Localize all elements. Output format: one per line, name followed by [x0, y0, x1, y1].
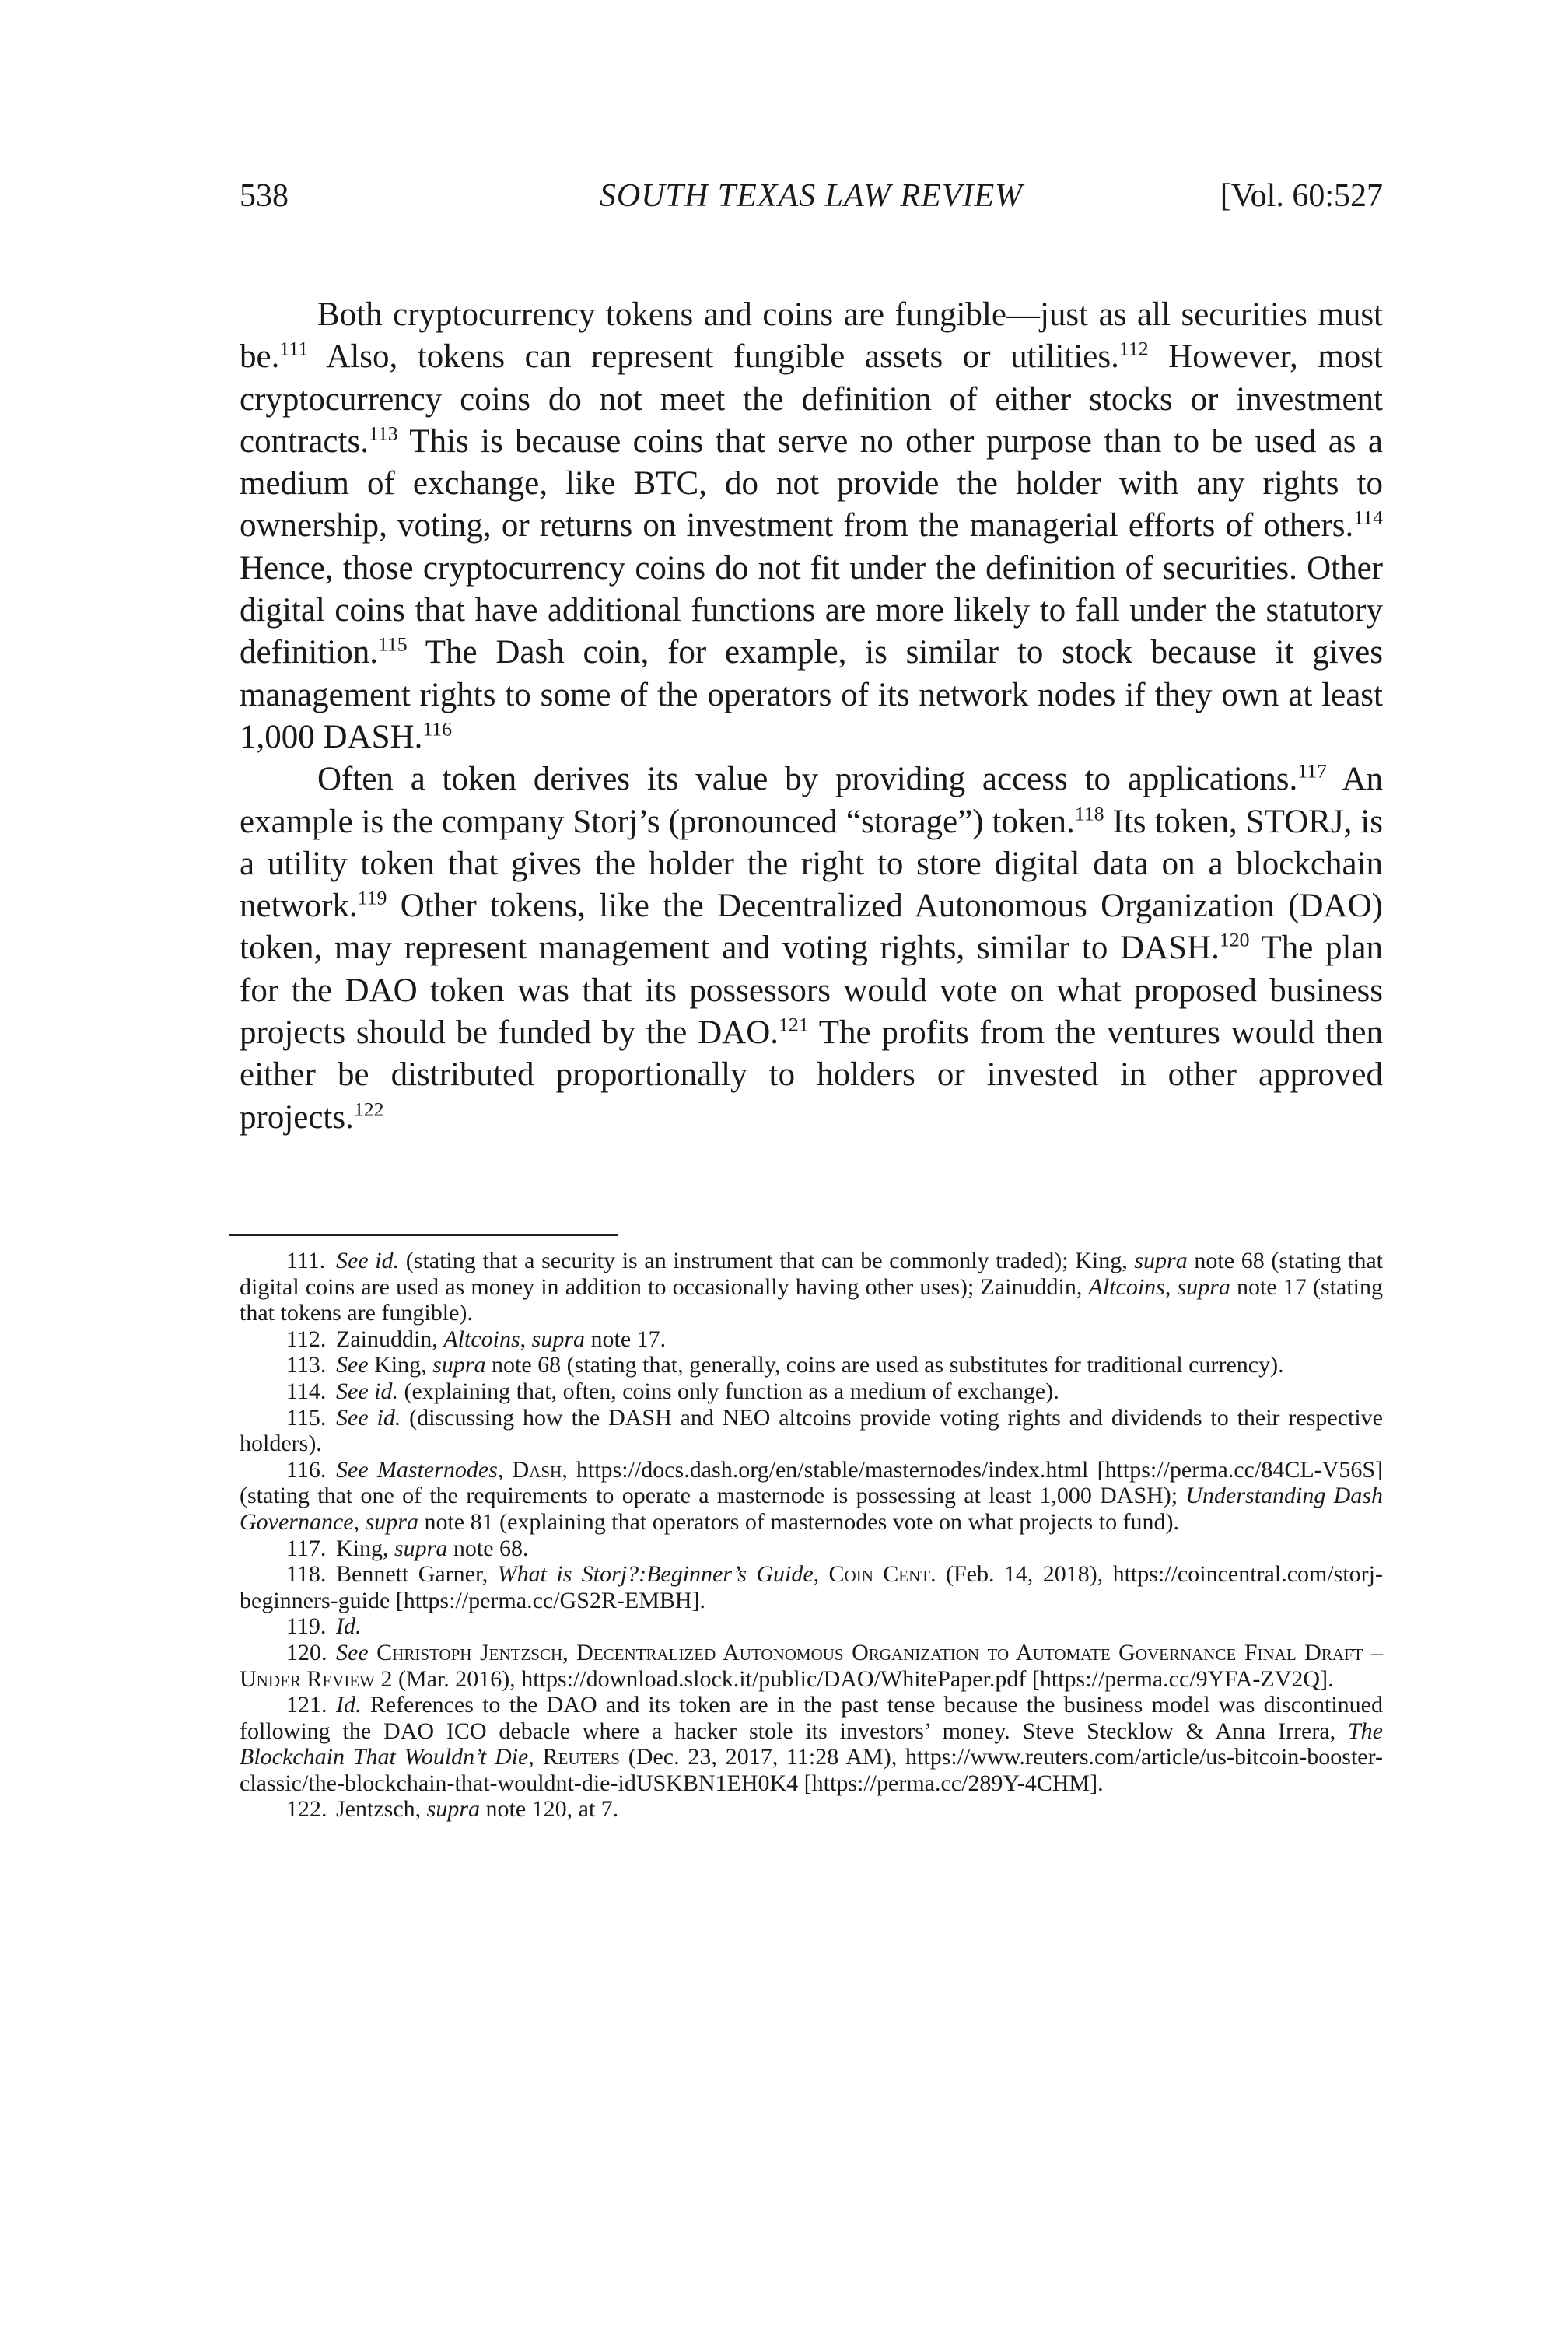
sentence: However, most cryptocurrency coins do not meet the definition of either stocks or investment contracts. [240, 338, 1383, 460]
footnote-number: 116. [286, 1456, 327, 1483]
footnote-115 [240, 1405, 1383, 1457]
sentence: An example is the company Storj’s (pronounced “storage”) token. [240, 761, 1383, 840]
footnote-number: 111. [286, 1248, 326, 1273]
source-title: Masternodes [376, 1456, 498, 1483]
signal: See [336, 1352, 369, 1378]
footnote-122 [240, 1796, 1383, 1823]
footnote-ref: 111 [279, 337, 309, 360]
signal: supra [531, 1326, 585, 1352]
footnote-text: (explaining that, often, coins only function as a medium of exchange). [397, 1378, 1059, 1404]
footnote-117 [240, 1536, 1383, 1562]
footnote-number: 118. [286, 1561, 327, 1588]
sentence: The plan for the DAO token was that its possessors would vote on what proposed business projects should be funded by the DAO. [240, 930, 1384, 1052]
footnote-text: , [520, 1326, 532, 1352]
footnote-ref: 114 [1353, 506, 1383, 530]
footnote-ref: 119 [357, 886, 387, 909]
footnote-text: , [497, 1456, 513, 1483]
publisher: Reuters [542, 1744, 620, 1770]
footnote-text: , [813, 1561, 829, 1588]
page-number: 538 [240, 178, 289, 214]
running-header [240, 173, 1383, 219]
paragraph [240, 758, 1383, 1139]
signal: See id. [336, 1404, 401, 1431]
footnote-ref: 121 [779, 1013, 809, 1036]
footnote-119 [240, 1613, 1383, 1640]
footnote-text: (Feb. 14, 2018), https://coincentral.com/storj-beginners-guide [https://perma.cc/GS2R-EMBH]. [240, 1561, 1384, 1613]
publisher: Coin Cent. [828, 1561, 936, 1588]
footnote-number: 121. [286, 1692, 327, 1718]
footnote-ref: 112 [1118, 337, 1149, 360]
footnote-number: 122. [286, 1796, 327, 1823]
footnote-number: 112. [286, 1326, 327, 1352]
signal: See id. [336, 1378, 398, 1404]
footnote-ref: 118 [1074, 802, 1104, 825]
footnote-text: References to the DAO and its token are in the past tense because the business model was discontinued following the DAO ICO debacle where a hacker stole its investors’ money. Steve Stecklow & Anna Irrera, [240, 1692, 1383, 1744]
footnote-ref: 122 [353, 1098, 384, 1121]
footnote-114 [240, 1378, 1383, 1405]
footnote-text: , [1164, 1273, 1178, 1300]
sentence: The Dash coin, for example, is similar to stock because it gives management rights to some of the operators of its network nodes if they own at least 1,000 DASH. [240, 634, 1383, 755]
footnote-text: note 17. [585, 1326, 667, 1352]
footnote-text: note 68. [447, 1535, 529, 1561]
footnote-text: Bennett Garner, [336, 1561, 498, 1588]
signal: supra [432, 1352, 486, 1378]
signal: Id. [336, 1613, 362, 1640]
footnote-number: 117. [286, 1535, 327, 1561]
footnote-120 [240, 1640, 1383, 1692]
sentence: The profits from the ventures would then either be distributed proportionally to holders or invested in other approved projects. [240, 1014, 1383, 1136]
signal: See id. [336, 1248, 400, 1273]
sentence: This is because coins that serve no other purpose than to be used as a medium of exchange, like BTC, do not provide the holder with any rights to ownership, voting, or returns on investment from the managerial efforts of others. [240, 422, 1383, 545]
publisher: Dash [512, 1456, 562, 1483]
footnote-ref: 113 [368, 422, 398, 445]
footnote-112 [240, 1326, 1383, 1353]
footnote-text: note 68 (stating that, generally, coins are used as substitutes for traditional currency). [485, 1352, 1284, 1378]
signal: supra [365, 1508, 418, 1535]
footnote-118 [240, 1561, 1383, 1613]
volume-citation: [Vol. 60:527 [1220, 178, 1383, 214]
source-title: Understanding Dash Governance [240, 1483, 1383, 1535]
sentence: Hence, those cryptocurrency coins do not fit under the definition of securities. Other digital coins that have additional functions are more likely to fall under the statutory definition. [240, 549, 1383, 671]
footnote-113 [240, 1352, 1383, 1378]
footnote-separator [229, 1234, 618, 1236]
footnote-text: (stating that a security is an instrument that can be commonly traded); King, [399, 1248, 1135, 1273]
footnote-ref: 116 [422, 717, 453, 741]
sentence: Often a token derives its value by providing access to applications. [317, 761, 1298, 798]
signal: supra [1177, 1273, 1230, 1300]
sentence: Also, tokens can represent fungible assets or utilities. [308, 338, 1119, 376]
footnote-111 [240, 1248, 1383, 1326]
signal: supra [1134, 1248, 1188, 1273]
footnote-text: 2 (Mar. 2016), https://download.slock.it/public/DAO/WhitePaper.pdf [https://perma.cc/9YFA-ZV2Q]. [374, 1665, 1334, 1692]
signal: See [336, 1456, 369, 1483]
footnote-text: note 81 (explaining that operators of masternodes vote on what projects to fund). [418, 1508, 1180, 1535]
sentence: Both cryptocurrency tokens and coins are fungible—just as all securities must be. [240, 296, 1383, 376]
journal-title: SOUTH TEXAS LAW REVIEW [599, 178, 1024, 214]
main-text [240, 294, 1383, 1139]
footnote-text [369, 1640, 377, 1665]
footnote-text: , [353, 1508, 366, 1535]
footnote-text: King, [368, 1352, 433, 1378]
footnote-number: 119. [286, 1613, 327, 1640]
footnote-text: , https://docs.dash.org/en/stable/masternodes/index.html [https://perma.cc/84CL-V56S] (stating that one of the requirements to operate a masternode is possessing at least 1,000 DASH); [240, 1456, 1384, 1509]
source-title: The Blockchain That Wouldn’t Die [240, 1718, 1383, 1770]
footnote-text: (Dec. 23, 2017, 11:28 AM), https://www.reuters.com/article/us-bitcoin-booster-classic/the-blockchain-that-wouldnt-die-idUSKBN1EH0K4 [https://perma.cc/289Y-4CHM]. [240, 1744, 1383, 1796]
footnotes [240, 1248, 1383, 1823]
signal: Id. [336, 1692, 362, 1718]
footnote-116 [240, 1457, 1383, 1536]
sentence: Other tokens, like the Decentralized Autonomous Organization (DAO) token, may represent management and voting rights, similar to DASH. [240, 888, 1383, 967]
footnote-text [369, 1457, 377, 1483]
footnote-text: note 17 (stating that tokens are fungible). [240, 1273, 1384, 1326]
signal: See [336, 1639, 369, 1665]
source-title: Christoph Jentzsch, Decentralized Autonomous Organization to Automate Governance Final Draft – Under Review [240, 1639, 1383, 1692]
footnote-number: 115. [286, 1404, 327, 1431]
footnote-text: note 120, at 7. [480, 1796, 619, 1823]
footnote-ref: 115 [377, 633, 408, 657]
signal: supra [394, 1535, 448, 1561]
footnote-text: Jentzsch, [336, 1796, 427, 1823]
footnote-text: , [528, 1744, 543, 1770]
footnote-number: 113. [286, 1352, 327, 1378]
source-title: What is Storj?:Beginner’s Guide [497, 1561, 814, 1588]
footnote-121 [240, 1692, 1383, 1796]
footnote-number: 120. [286, 1639, 327, 1665]
source-title: Altcoins [1088, 1273, 1165, 1300]
footnote-number: 114. [286, 1378, 327, 1404]
footnote-text: (discussing how the DASH and NEO altcoins provide voting rights and dividends to their respective holders). [240, 1404, 1383, 1457]
paragraph [240, 294, 1383, 758]
source-title: Altcoins [443, 1326, 520, 1352]
signal: supra [426, 1796, 480, 1823]
sentence: Its token, STORJ, is a utility token that gives the holder the right to store digital data on a blockchain network. [240, 803, 1383, 925]
footnote-text: note 68 (stating that digital coins are used as money in addition to occasionally having other uses); Zainuddin, [240, 1248, 1384, 1300]
footnote-text: King, [336, 1535, 394, 1561]
footnote-text: Zainuddin, [336, 1326, 444, 1352]
footnote-ref: 117 [1297, 759, 1328, 783]
footnote-ref: 120 [1219, 929, 1250, 952]
